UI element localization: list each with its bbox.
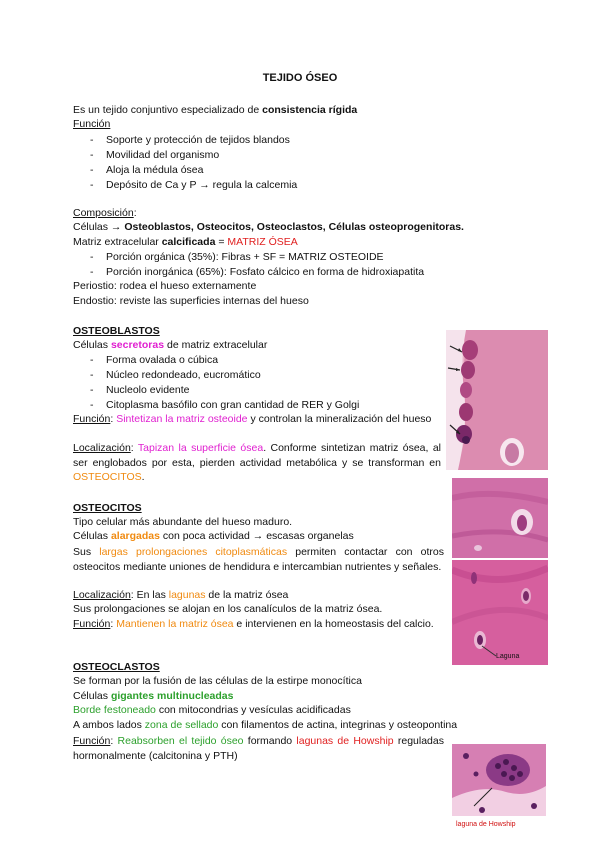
list-item: - Núcleo redondeado, eucromático [90,368,359,383]
osteoblastos-localizacion: Localización: Tapizan la superficie ósea. Conforme sintetizan matriz ósea, al ser englobados por esta, pierden actividad metabólica y se transforman en OSTEOCITOS. [73,442,441,483]
osteocitos-canaliculos: Sus prolongaciones se alojan en los canalículos de la matriz ósea. [73,603,383,615]
list-item: - Aloja la médula ósea [90,163,297,178]
osteocitos-tipo: Tipo celular más abundante del hueso maduro. [73,516,293,528]
osteoblastos-funcion: Función: Sintetizan la matriz osteoide y controlan la mineralización del hueso [73,413,432,425]
list-item: - Nucleolo evidente [90,383,359,398]
osteocitos-celulas: Células alargadas con poca actividad → escasas organelas [73,530,354,542]
osteoclastos-borde: Borde festoneado con mitocondrias y vesículas acidificadas [73,704,351,716]
list-item: - Movilidad del organismo [90,148,297,163]
osteocitos-micrograph-1 [452,478,548,558]
periostio-text: Periostio: rodea el hueso externamente [73,280,257,292]
funcion-list [90,133,297,193]
intro-text: Es un tejido conjuntivo especializado de consistencia rígida [73,104,358,116]
list-item: - Porción inorgánica (65%): Fosfato cálcico en forma de hidroxiapatita [90,265,424,280]
osteoclastos-sellado: A ambos lados zona de sellado con filamentos de actina, integrinas y osteopontina [73,719,458,731]
osteoclastos-funcion: Función: Reabsorben el tejido óseo formando lagunas de Howship reguladas hormonalmente (calcitonina y PTH) [73,735,444,762]
osteoclastos-origen: Se forman por la fusión de las células de la estirpe monocítica [73,675,362,687]
osteocitos-prolongaciones: Sus largas prolongaciones citoplasmáticas permiten contactar con otros osteocitos mediante uniones de hendidura e intercambian nutrientes y señales. [73,546,444,573]
list-item: - Porción orgánica (35%): Fibras + SF = MATRIZ OSTEOIDE [90,250,424,265]
porciones-list [90,250,424,280]
howship-label: laguna de Howship [456,821,516,828]
osteoblastos-micrograph [446,330,548,470]
osteocitos-heading: OSTEOCITOS [73,502,142,514]
osteoblastos-heading: OSTEOBLASTOS [73,325,160,337]
composicion-matriz: Matriz extracelular calcificada = MATRIZ ÓSEA [73,236,298,248]
osteoclastos-micrograph [452,744,546,830]
list-item: - Forma ovalada o cúbica [90,353,359,368]
osteocitos-funcion: Función: Mantienen la matriz ósea e intervienen en la homeostasis del calcio. [73,618,434,630]
osteoblastos-celulas: Células secretoras de matriz extracelular [73,339,268,351]
page-title: TEJIDO ÓSEO [262,72,338,84]
list-item: - Depósito de Ca y P → regula la calcemia [90,178,297,193]
endostio-text: Endostio: reviste las superficies internas del hueso [73,295,309,307]
osteoclastos-celulas: Células gigantes multinucleadas [73,690,234,702]
laguna-label: Laguna [496,653,520,660]
osteocitos-micrograph-2 [452,560,548,665]
osteoclastos-heading: OSTEOCLASTOS [73,661,160,673]
composicion-heading: Composición: [73,207,137,219]
osteocitos-localizacion: Localización: En las lagunas de la matriz ósea [73,589,289,601]
funcion-heading: Función [73,118,111,130]
list-item: - Soporte y protección de tejidos blandos [90,133,297,148]
list-item: - Citoplasma basófilo con gran cantidad de RER y Golgi [90,398,359,413]
composicion-celulas: Células → Osteoblastos, Osteocitos, Osteoclastos, Células osteoprogenitoras. [73,221,464,233]
osteoblastos-list [90,353,359,413]
